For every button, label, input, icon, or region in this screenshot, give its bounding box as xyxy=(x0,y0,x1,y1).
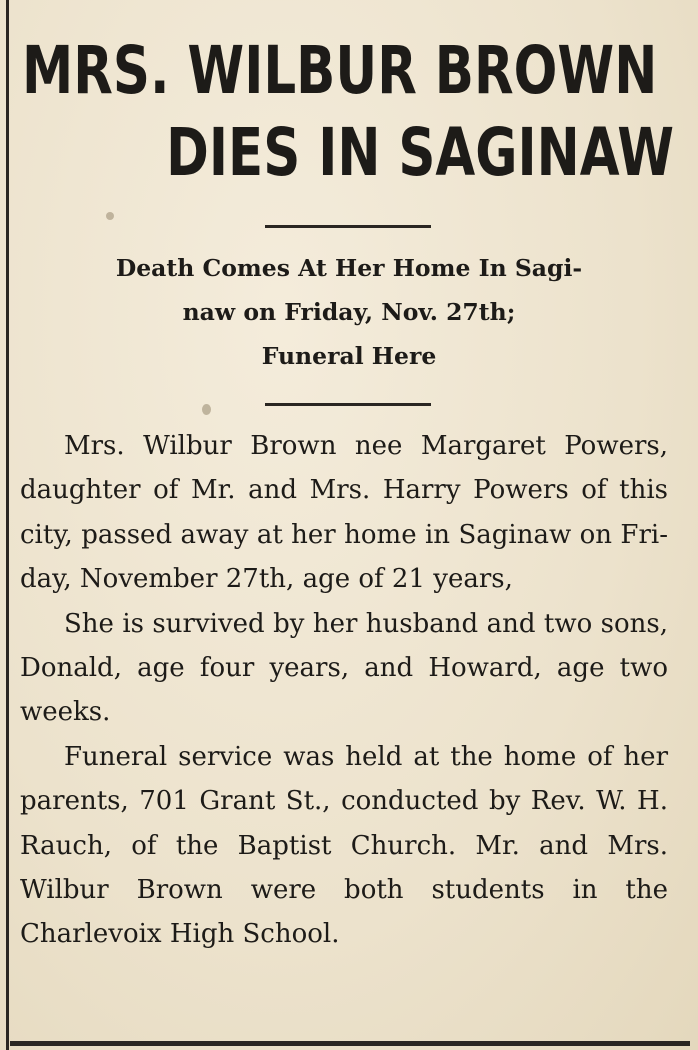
subheadline xyxy=(16,246,682,378)
headline-line-1: MRS. WILBUR BROWN xyxy=(22,32,658,109)
paper-speck xyxy=(202,404,211,415)
subheadline-line-3: Funeral Here xyxy=(261,342,437,370)
article-body xyxy=(20,424,668,957)
paragraph-survivors: She is survived by her husband and two sons, Donald, age four years, and Howard, age two weeks. xyxy=(20,608,668,728)
paper-speck xyxy=(106,212,114,220)
divider-rule-bottom xyxy=(265,403,431,406)
divider-rule-top xyxy=(265,225,431,228)
column-rule-bottom xyxy=(10,1041,690,1046)
subheadline-line-2: naw on Friday, Nov. 27th; xyxy=(182,298,516,326)
subheadline-line-1: Death Comes At Her Home In Sagi- xyxy=(115,254,583,282)
paragraph-obituary: Mrs. Wilbur Brown nee Margaret Powers, daughter of Mr. and Mrs. Harry Powers of this city, passed away at her home in Saginaw on Friday, November 27th, age of 21 years, xyxy=(20,431,668,595)
column-rule-left xyxy=(6,0,9,1050)
headline-line-2: DIES IN SAGINAW xyxy=(166,114,675,191)
paragraph-funeral: Funeral service was held at the home of her parents, 701 Grant St., conducted by Rev. W. H. Rauch, of the Baptist Church. Mr. and Mrs. Wilbur Brown were both students in the Charlevoix High School. xyxy=(20,741,668,950)
headline xyxy=(22,30,675,194)
